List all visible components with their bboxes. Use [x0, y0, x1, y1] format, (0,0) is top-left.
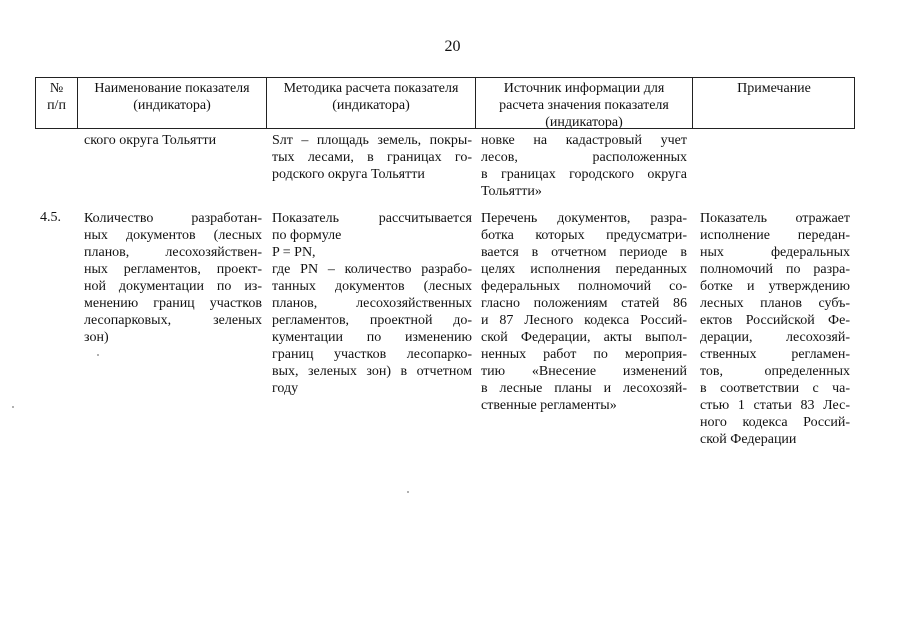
continued-calculation-method: Sлт – площадь земель, покры- тых лесами, в границах го- родского округа Тольятти — [272, 133, 472, 182]
note: Показатель отражает исполнение передан- ных федеральных полномочий по разра- ботке и утверждению лесных планов субъ- ектов Российской Фе- дерации, лесохозяй- ственных регламен- тов, определенных в соответствии с ча- стью 1 статьи 83 Лес- ного кодекса Россий- ской Федерации — [700, 211, 850, 447]
scan-speck — [12, 406, 14, 408]
information-source: Перечень документов, разра- ботка которых предусматри- вается в отчетном периоде в целях исполнения переданных федеральных полномочий со- гласно положениям статей 86 и 87 Лесного кодекса Россий- ской Федерации, акты выпол- ненных работ по мероприя- тию «Внесение изменений в лесные планы и лесохозяй- ственные регламенты» — [481, 211, 687, 413]
header-information-source: Источник информации для расчета значения показателя (индикатора) — [499, 81, 669, 130]
scan-speck — [407, 491, 409, 493]
row-number: 4.5. — [40, 210, 61, 225]
continued-information-source: новке на кадастровый учет лесов, расположенных в границах городского округа Тольятти» — [481, 133, 687, 199]
header-note: Примечание — [737, 81, 811, 96]
page-number: 20 — [444, 38, 461, 55]
scan-speck — [97, 354, 99, 356]
calculation-method: Показатель рассчитывается по формуле P = PN, где PN – количество разрабо- танных документов (лесных планов, лесохозяйственных регламентов, проектной до- кументации по изменению границ участков лесопарко- вых, зеленых зон) в отчетном году — [272, 211, 472, 396]
continued-indicator-name: ского округа Тольятти — [84, 133, 217, 148]
indicator-name: Количество разработан- ных документов (лесных планов, лесохозяйствен- ных регламентов, проект- ной документации по из- менению границ участков лесопарковых, зеленых зон) — [84, 211, 262, 345]
header-calculation-method: Методика расчета показателя (индикатора) — [283, 81, 459, 113]
header-indicator-name: Наименование показателя (индикатора) — [94, 81, 250, 113]
header-number: № п/п — [47, 81, 66, 113]
